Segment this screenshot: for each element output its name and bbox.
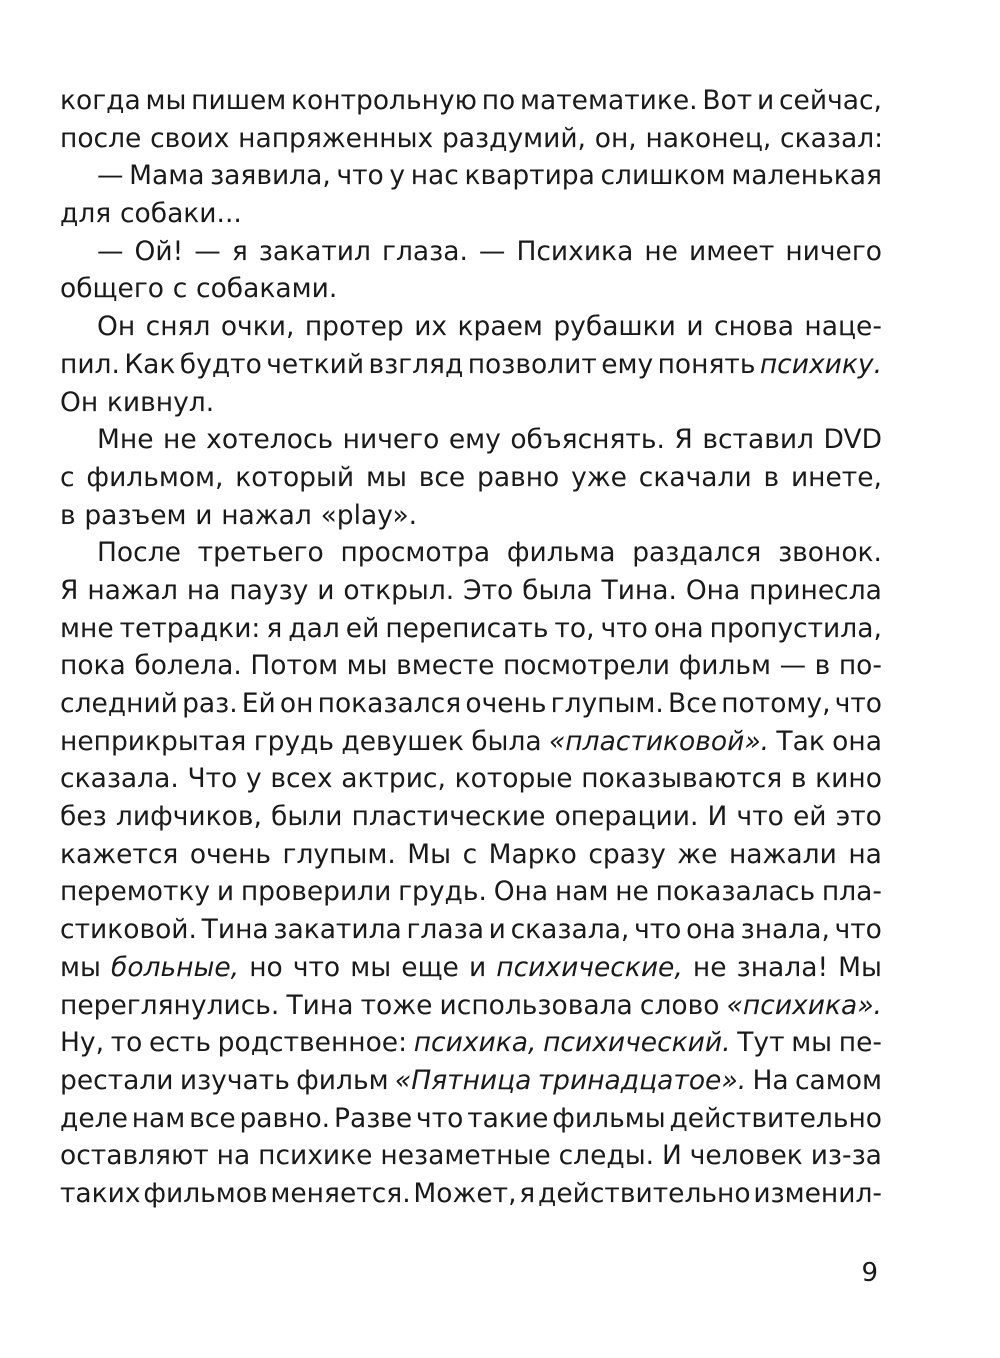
text-line: мне тетрадки: я дал ей переписать то, что она пропустила,	[60, 612, 882, 644]
text-line: Мне не хотелось ничего ему объяснять. Я вставил DVD	[97, 424, 882, 456]
text-line: перемотку и проверили грудь. Она нам не показалась пла-	[60, 876, 882, 908]
text-line: неприкрытая грудь девушек была «пластиковой». Так она	[60, 725, 882, 757]
text-line: пил. Как будто четкий взгляд позволит ему понять психику.	[60, 348, 882, 380]
text-line: — Ой! — я закатил глаза. — Психика не имеет ничего	[97, 235, 882, 267]
text-line: в разъем и нажал «play».	[60, 499, 418, 531]
book-page-text	[60, 82, 882, 1213]
page-number: 9	[861, 1258, 878, 1288]
text-line: общего с собаками.	[60, 273, 338, 305]
text-line: с фильмом, который мы все равно уже скачали в инете,	[60, 461, 882, 493]
text-line: Ну, то есть родственное: психика, психический. Тут мы пе-	[60, 1027, 882, 1059]
text-line: таких фильмов меняется. Может, я действительно изменил-	[60, 1177, 882, 1209]
text-line: следний раз. Ей он показался очень глупым. Все потому, что	[60, 688, 882, 719]
text-line: стиковой. Тина закатила глаза и сказала, что она знала, что	[60, 914, 882, 946]
text-line: для собаки...	[60, 198, 242, 230]
text-line: пока болела. Потом мы вместе посмотрели фильм — в по-	[60, 650, 882, 682]
text-line: — Мама заявила, что у нас квартира слишком маленькая	[97, 160, 882, 192]
text-line: кажется очень глупым. Мы с Марко сразу же нажали на	[60, 838, 882, 870]
text-line: после своих напряженных раздумий, он, наконец, сказал:	[60, 122, 884, 154]
text-line: Я нажал на паузу и открыл. Это была Тина. Она принесла	[60, 574, 882, 606]
text-line: сказала. Что у всех актрис, которые показываются в кино	[60, 763, 882, 795]
text-line: мы больные, но что мы еще и психические, не знала! Мы	[60, 951, 882, 983]
text-line: После третьего просмотра фильма раздался звонок.	[97, 537, 882, 569]
text-line: без лифчиков, были пластические операции. И что ей это	[60, 801, 882, 833]
text-line: переглянулись. Тина тоже использовала слово «психика».	[60, 989, 882, 1021]
text-line: Он снял очки, протер их краем рубашки и снова наце-	[97, 311, 882, 343]
text-line: рестали изучать фильм «Пятница тринадцатое». На самом	[60, 1064, 882, 1096]
text-line: деле нам все равно. Разве что такие фильмы действительно	[60, 1102, 882, 1134]
text-line: оставляют на психике незаметные следы. И человек из-за	[60, 1140, 882, 1172]
text-line: когда мы пишем контрольную по математике. Вот и сейчас,	[60, 85, 882, 116]
text-line: Он кивнул.	[60, 386, 215, 418]
